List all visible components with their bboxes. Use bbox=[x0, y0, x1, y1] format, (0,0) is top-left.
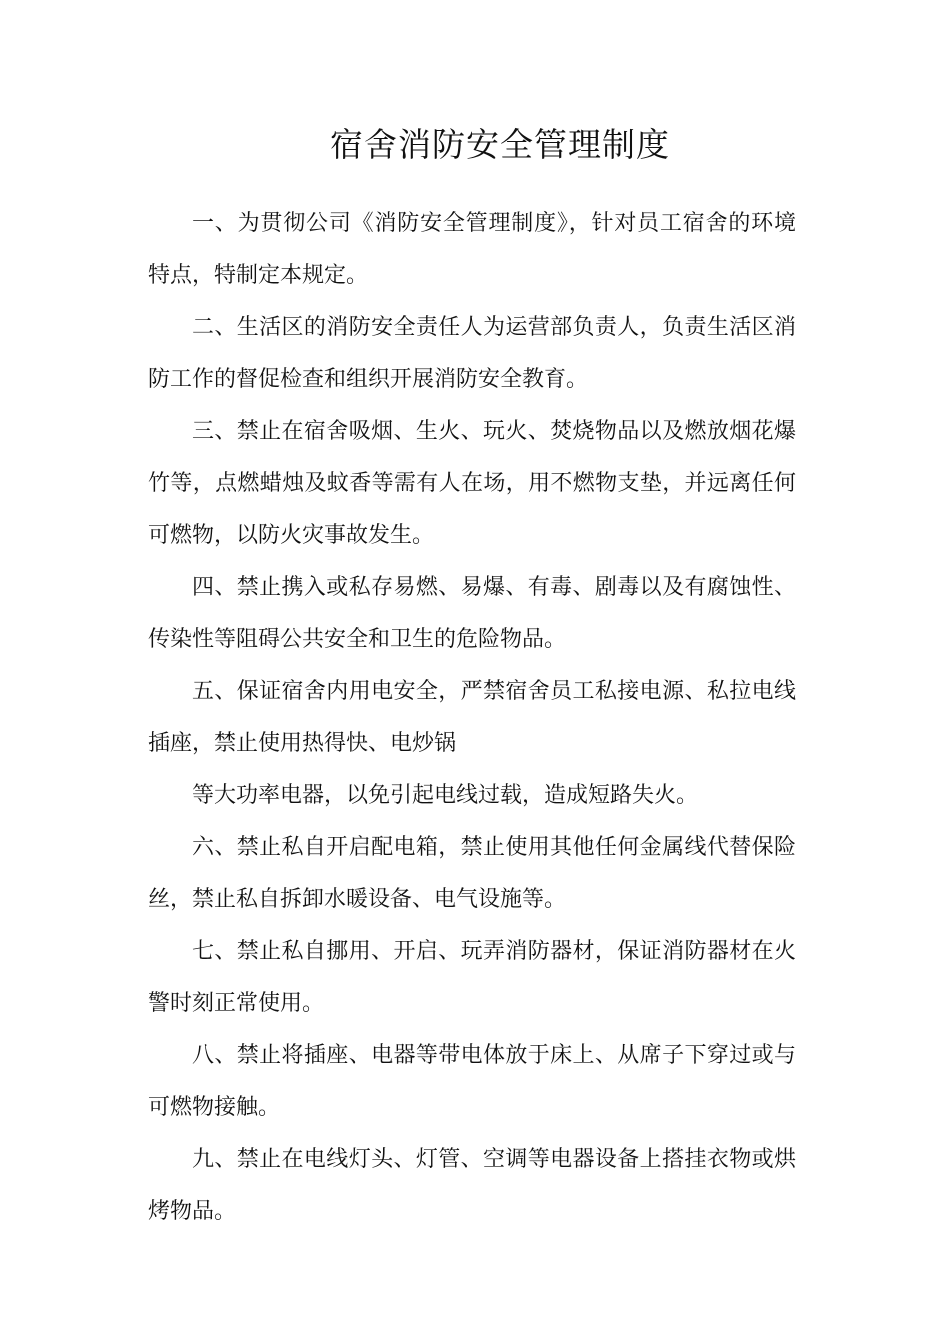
paragraph-5: 五、保证宿舍内用电安全，严禁宿舍员工私接电源、私拉电线插座，禁止使用热得快、电炒锅 bbox=[148, 679, 796, 756]
paragraph-7: 七、禁止私自挪用、开启、玩弄消防器材，保证消防器材在火警时刻正常使用。 bbox=[148, 939, 796, 1016]
paragraph-8: 八、禁止将插座、电器等带电体放于床上、从席子下穿过或与可燃物接触。 bbox=[148, 1043, 796, 1120]
paragraph-4: 四、禁止携入或私存易燃、易爆、有毒、剧毒以及有腐蚀性、传染性等阻碍公共安全和卫生的危险物品。 bbox=[148, 575, 796, 652]
paragraph-6: 六、禁止私自开启配电箱，禁止使用其他任何金属线代替保险丝，禁止私自拆卸水暖设备、电气设施等。 bbox=[148, 835, 796, 912]
paragraph-2: 二、生活区的消防安全责任人为运营部负责人，负责生活区消防工作的督促检查和组织开展消防安全教育。 bbox=[148, 315, 796, 392]
paragraph-9: 九、禁止在电线灯头、灯管、空调等电器设备上搭挂衣物或烘烤物品。 bbox=[148, 1147, 796, 1224]
paragraph-5-continued: 等大功率电器，以免引起电线过载，造成短路失火。 bbox=[192, 783, 699, 808]
document-title: 宿舍消防安全管理制度 bbox=[330, 125, 670, 164]
document-page bbox=[148, 118, 796, 1238]
paragraph-1: 一、为贯彻公司《消防安全管理制度》，针对员工宿舍的环境特点，特制定本规定。 bbox=[148, 211, 796, 288]
paragraph-3: 三、禁止在宿舍吸烟、生火、玩火、焚烧物品以及燃放烟花爆竹等，点燃蜡烛及蚊香等需有人在场，用不燃物支垫，并远离任何可燃物，以防火灾事故发生。 bbox=[148, 419, 796, 548]
